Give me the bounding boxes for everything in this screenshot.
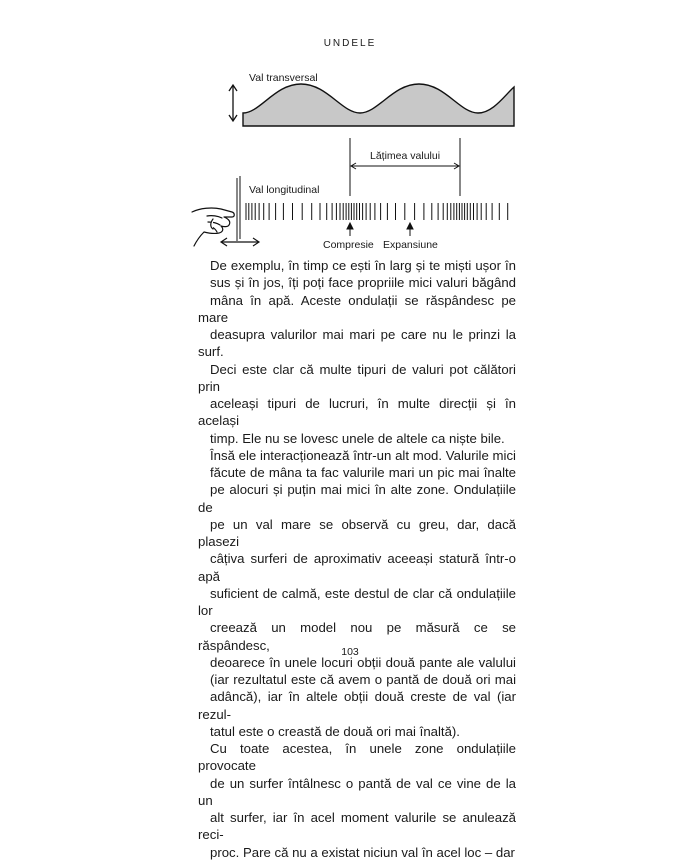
page-number: 103	[341, 646, 359, 658]
text-line: aceleași tipuri de lucruri, în multe direcții și în același	[198, 396, 516, 429]
text-line: sus și în jos, îți poți face propriile mici valuri băgând	[210, 275, 516, 291]
text-line: Cu toate acestea, în unele zone ondulațiile provocate	[198, 741, 516, 774]
text-line: timp. Ele nu se lovesc unele de altele ca niște bile.	[210, 430, 505, 446]
waves-figure	[0, 0, 700, 260]
text-line: deasupra valurilor mai mari pe care nu le prinzi la surf.	[198, 327, 516, 360]
expansion-label: Expansiune	[383, 239, 438, 251]
expansion-arrow-icon	[407, 223, 413, 236]
text-line: alt surfer, iar în acel moment valurile se anulează reci-	[198, 810, 516, 843]
text-line: (iar rezultatul este că avem o pantă de două ori mai	[210, 672, 516, 687]
wavelength-marker	[350, 138, 460, 196]
text-line: De exemplu, în timp ce ești în larg și te miști ușor în	[210, 258, 516, 273]
running-header: UNDELE	[323, 38, 377, 49]
text-line: pe alocuri și puțin mai mici în alte zone. Ondulațiile de	[198, 482, 516, 515]
text-line: tatul este o creastă de două ori mai înaltă).	[210, 723, 460, 739]
text-line: Însă ele interacționează într-un alt mod. Valurile mici	[210, 447, 516, 463]
text-line: adâncă), iar în altele obții două creste de val (iar rezul-	[198, 689, 516, 722]
body-paragraph	[198, 447, 516, 740]
compression-label: Compresie	[323, 239, 374, 251]
wavelength-label: Lățimea valului	[370, 150, 441, 162]
text-line: suficient de calmă, este destul de clar că ondulațiile lor	[198, 585, 516, 618]
text-line: mâna în apă. Aceste ondulații se răspândesc pe mare	[198, 292, 516, 325]
body-paragraph	[198, 740, 516, 861]
text-line: creează un model nou pe măsură ce se răspândesc,	[198, 620, 516, 653]
horizontal-double-arrow-icon	[221, 238, 259, 246]
plate-icon	[237, 176, 240, 241]
text-line: deoarece în unele locuri obții două pante ale valului	[210, 654, 516, 670]
compression-arrow-icon	[347, 223, 353, 236]
waves-diagram	[0, 0, 700, 260]
text-line: de un surfer întâlnesc o pantă de val ce vine de la un	[198, 775, 516, 808]
hand-icon	[192, 208, 234, 246]
longitudinal-wave-lines	[246, 203, 508, 220]
transverse-wave-label: Val transversal	[249, 72, 318, 84]
text-line: câțiva surferi de aproximativ aceeași statură într-o apă	[198, 551, 516, 584]
body-text	[198, 257, 516, 861]
body-paragraph	[198, 257, 516, 447]
longitudinal-wave-label: Val longitudinal	[249, 184, 320, 196]
text-line: făcute de mâna ta fac valurile mari un pic mai înalte	[210, 465, 516, 480]
text-line: Deci este clar că multe tipuri de valuri pot călători prin	[198, 361, 516, 394]
text-line: proc. Pare că nu a existat niciun val în acel loc – dar	[210, 844, 515, 860]
vertical-double-arrow-icon	[229, 85, 237, 121]
transverse-wave	[243, 84, 514, 126]
text-line: pe un val mare se observă cu greu, dar, dacă plasezi	[198, 516, 516, 549]
